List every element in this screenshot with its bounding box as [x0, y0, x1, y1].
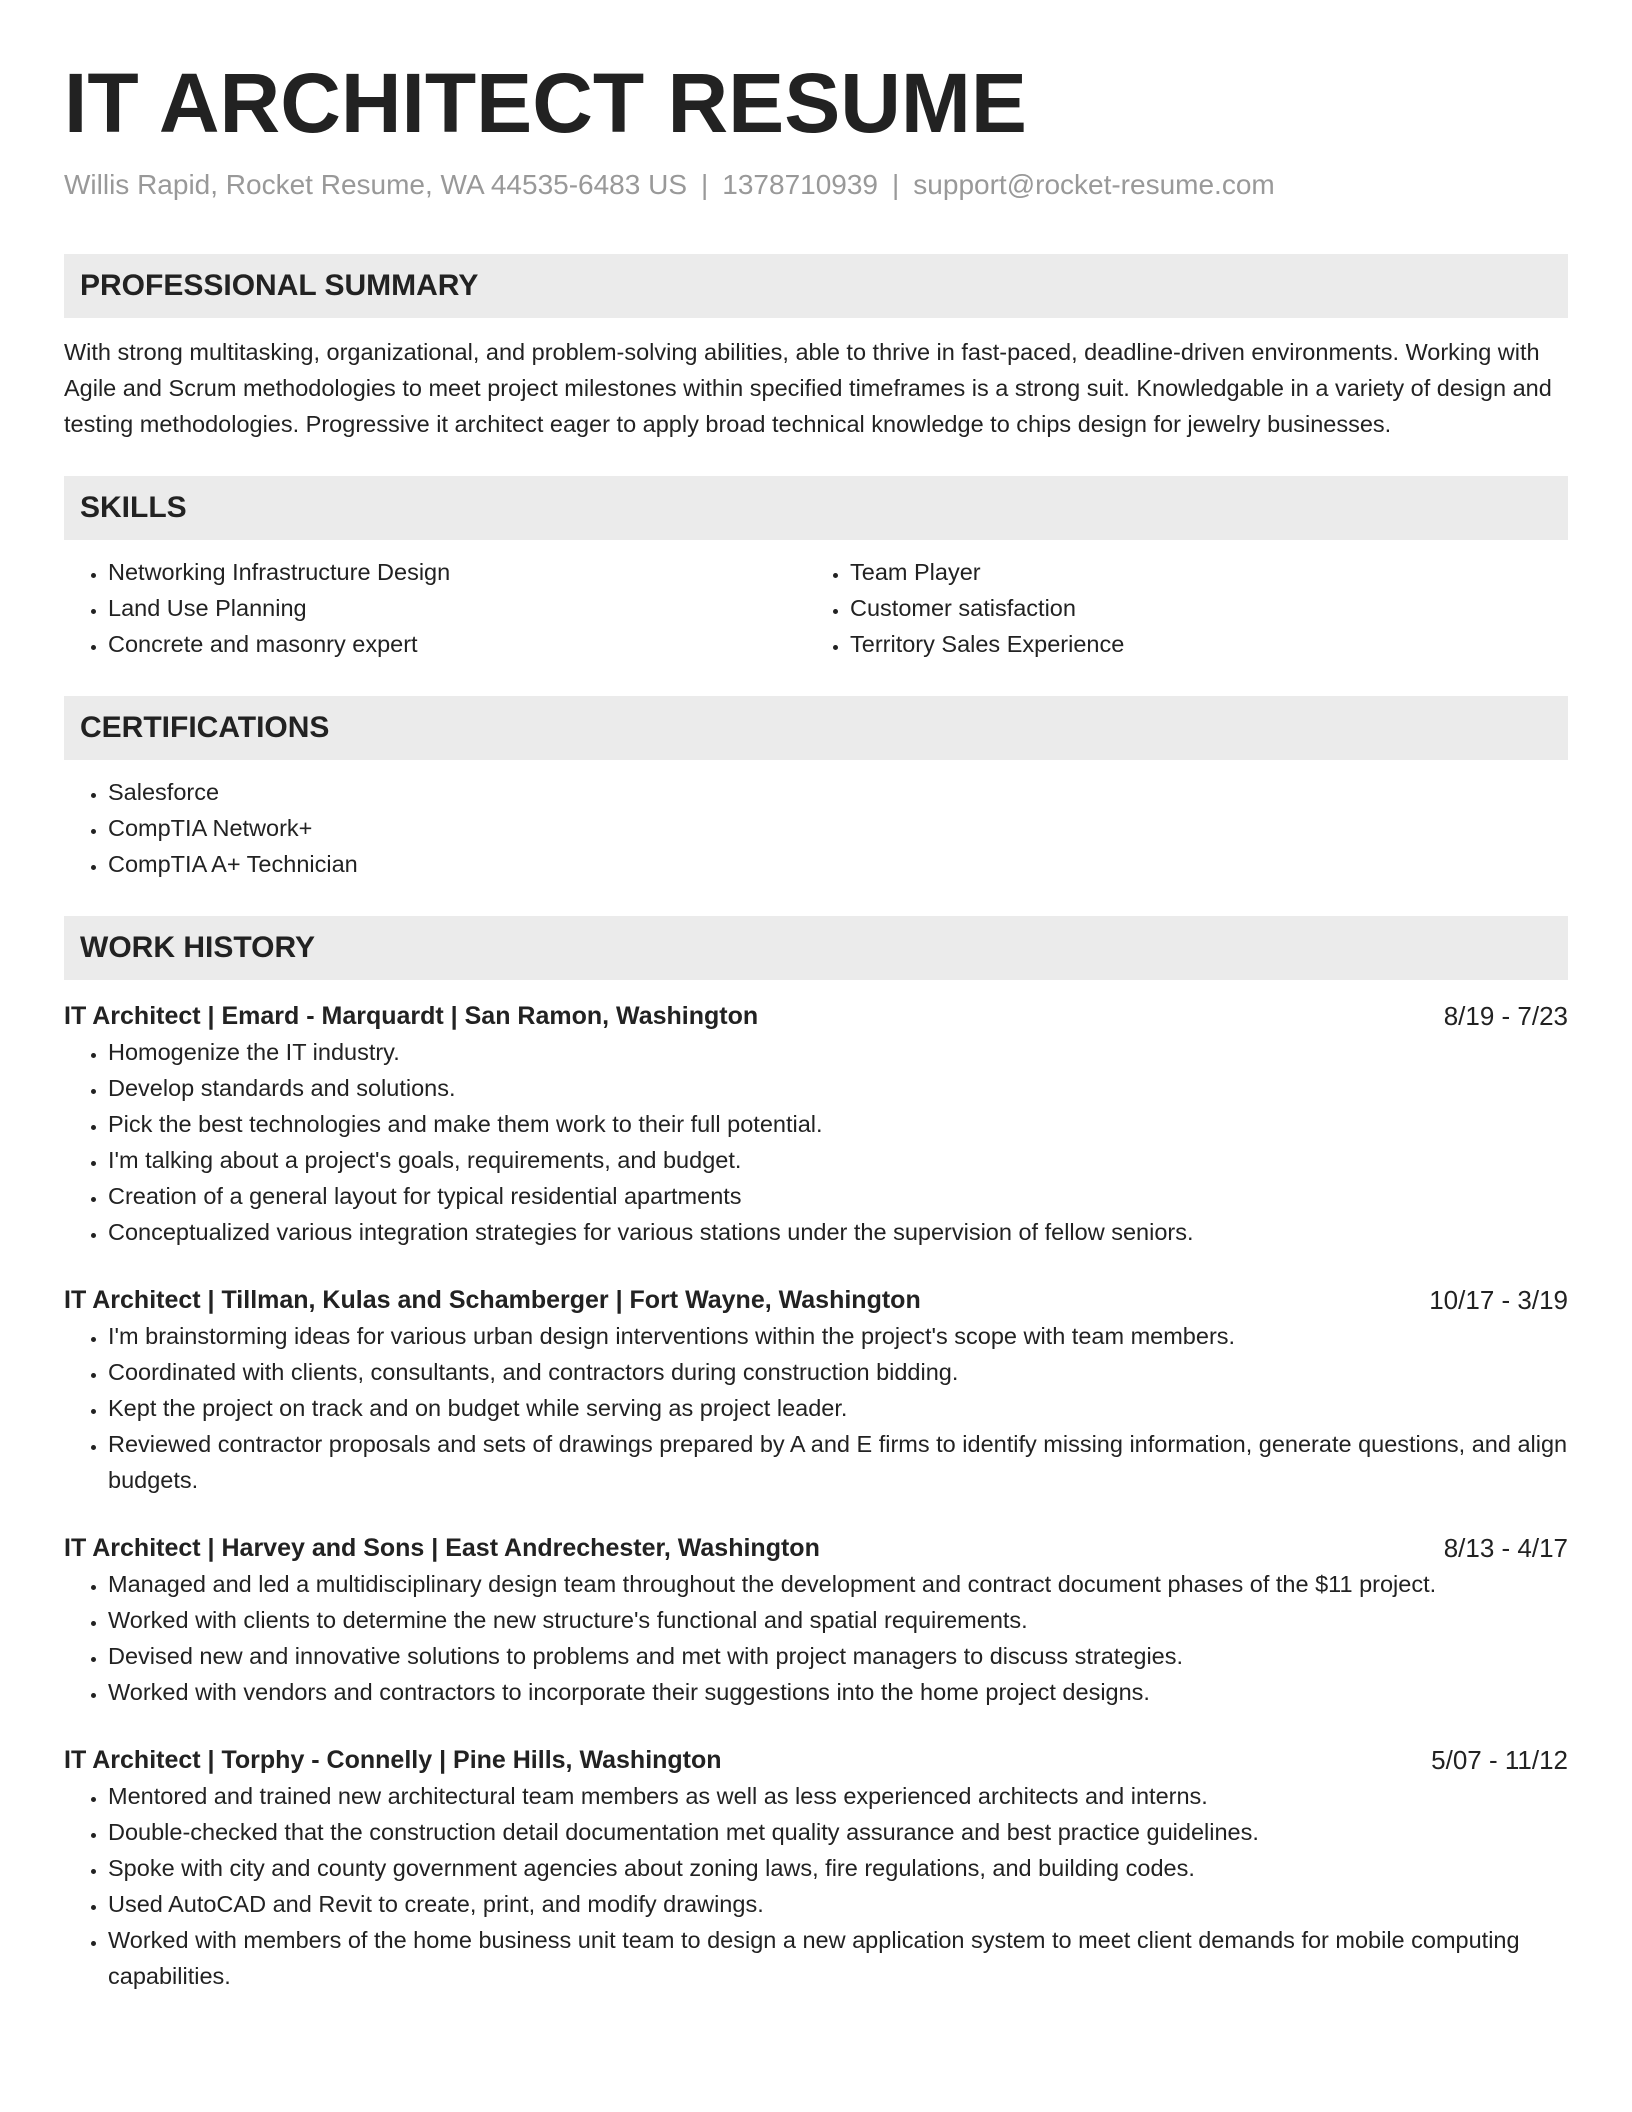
contact-phone: 1378710939 — [722, 169, 879, 200]
job-bullet: • Managed and led a multidisciplinary design team throughout the development and contract document phases of the $11 project. — [108, 1566, 1568, 1602]
job-bullet: • Double-checked that the construction detail documentation met quality assurance and best practice guidelines. — [108, 1814, 1568, 1850]
job-bullets — [64, 1566, 1568, 1710]
skills-column-right — [806, 554, 1548, 662]
certification-item: • CompTIA Network+ — [108, 810, 1568, 846]
job-bullets — [64, 1318, 1568, 1498]
skill-item: • Networking Infrastructure Design — [108, 554, 806, 590]
job-bullet: • Reviewed contractor proposals and sets of drawings prepared by A and E firms to identify missing information, generate questions, and align budgets. — [108, 1426, 1568, 1498]
section-heading-skills: SKILLS — [64, 476, 1568, 540]
contact-email[interactable]: support@rocket-resume.com — [913, 169, 1275, 200]
job-title: IT Architect | Torphy - Connelly | Pine Hills, Washington — [64, 1746, 722, 1774]
job-bullet: • Used AutoCAD and Revit to create, print, and modify drawings. — [108, 1886, 1568, 1922]
skills-list-right — [806, 554, 1548, 662]
job-bullets — [64, 1778, 1568, 1994]
job-dates: 8/13 - 4/17 — [1443, 1533, 1568, 1563]
job-dates: 5/07 - 11/12 — [1431, 1745, 1568, 1775]
contact-address: Willis Rapid, Rocket Resume, WA 44535-6483 US — [64, 169, 687, 200]
job-bullet: • Coordinated with clients, consultants, and contractors during construction bidding. — [108, 1354, 1568, 1390]
skill-item: • Team Player — [850, 554, 1548, 590]
job-title: IT Architect | Emard - Marquardt | San Ramon, Washington — [64, 1002, 759, 1030]
job-bullet: • I'm brainstorming ideas for various urban design interventions within the project's scope with team members. — [108, 1318, 1568, 1354]
section-heading-summary: PROFESSIONAL SUMMARY — [64, 254, 1568, 318]
job-header — [64, 1742, 1568, 1778]
job-bullet: • Worked with clients to determine the new structure's functional and spatial requirements. — [108, 1602, 1568, 1638]
job-bullets — [64, 1034, 1568, 1250]
job-bullet: • Kept the project on track and on budget while serving as project leader. — [108, 1390, 1568, 1426]
job-title: IT Architect | Harvey and Sons | East Andrechester, Washington — [64, 1534, 820, 1562]
skills-list-left — [64, 554, 806, 662]
job-bullet: • Conceptualized various integration strategies for various stations under the supervision of fellow seniors. — [108, 1214, 1568, 1250]
job-title: IT Architect | Tillman, Kulas and Schamberger | Fort Wayne, Washington — [64, 1286, 921, 1314]
skill-item: • Concrete and masonry expert — [108, 626, 806, 662]
contact-separator: | — [701, 169, 709, 200]
skill-item: • Land Use Planning — [108, 590, 806, 626]
certification-item: • CompTIA A+ Technician — [108, 846, 1568, 882]
job-bullet: • Homogenize the IT industry. — [108, 1034, 1568, 1070]
section-heading-certifications: CERTIFICATIONS — [64, 696, 1568, 760]
contact-separator: | — [892, 169, 900, 200]
skill-item: • Customer satisfaction — [850, 590, 1548, 626]
page-title: IT ARCHITECT RESUME — [64, 56, 1027, 150]
job-dates: 10/17 - 3/19 — [1429, 1285, 1568, 1315]
job-header — [64, 1282, 1568, 1318]
job-bullet: • Pick the best technologies and make them work to their full potential. — [108, 1106, 1568, 1142]
section-heading-work-history: WORK HISTORY — [64, 916, 1568, 980]
job-bullet: • Worked with vendors and contractors to incorporate their suggestions into the home project designs. — [108, 1674, 1568, 1710]
job-entry — [64, 1530, 1568, 1710]
job-bullet: • Worked with members of the home business unit team to design a new application system to meet client demands for mobile computing capabilities. — [108, 1922, 1568, 1994]
job-bullet: • Mentored and trained new architectural team members as well as less experienced architects and interns. — [108, 1778, 1568, 1814]
job-bullet: • Develop standards and solutions. — [108, 1070, 1568, 1106]
job-header — [64, 998, 1568, 1034]
job-bullet: • I'm talking about a project's goals, requirements, and budget. — [108, 1142, 1568, 1178]
job-entry — [64, 998, 1568, 1250]
job-entry — [64, 1742, 1568, 1994]
resume-page — [64, 0, 1568, 1994]
skills-column-left — [64, 554, 806, 662]
skills-columns — [64, 554, 1568, 662]
job-entry — [64, 1282, 1568, 1498]
certifications-list — [64, 774, 1568, 882]
contact-line — [64, 168, 1568, 202]
job-bullet: • Devised new and innovative solutions to problems and met with project managers to discuss strategies. — [108, 1638, 1568, 1674]
job-header — [64, 1530, 1568, 1566]
job-bullet: • Creation of a general layout for typical residential apartments — [108, 1178, 1568, 1214]
certification-item: • Salesforce — [108, 774, 1568, 810]
job-dates: 8/19 - 7/23 — [1443, 1001, 1568, 1031]
skill-item: • Territory Sales Experience — [850, 626, 1548, 662]
job-bullet: • Spoke with city and county government agencies about zoning laws, fire regulations, and building codes. — [108, 1850, 1568, 1886]
summary-text: With strong multitasking, organizational, and problem-solving abilities, able to thrive in fast-paced, deadline-driven environments. Working with Agile and Scrum methodologies to meet project milestones within specified timeframes is a strong suit. Knowledgable in a variety of design and testing methodologies. Progressive it architect eager to apply broad technical knowledge to chips design for jewelry businesses. — [64, 339, 1552, 437]
